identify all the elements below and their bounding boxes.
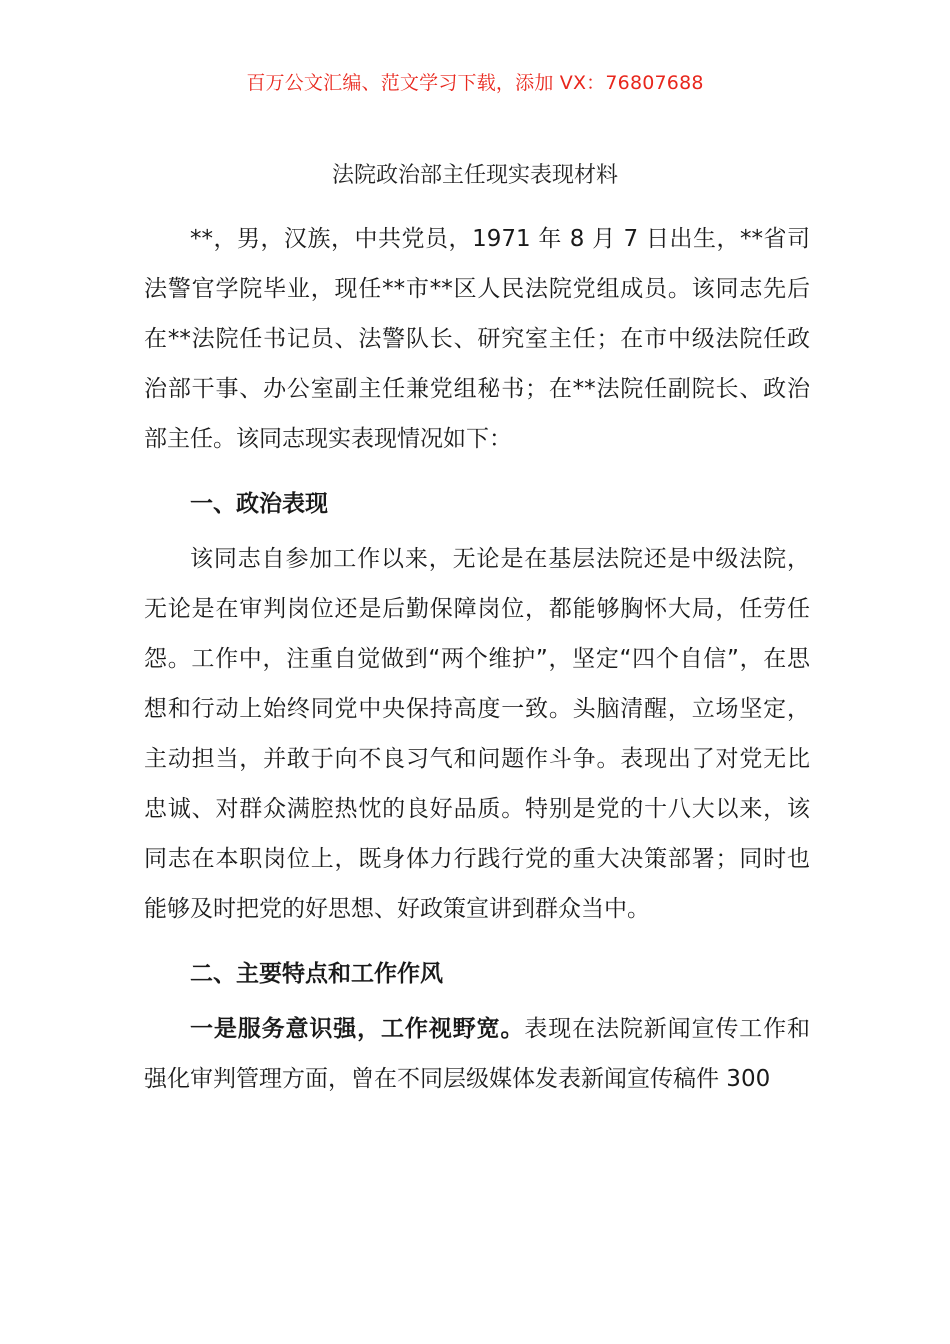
political-paragraph: 该同志自参加工作以来，无论是在基层法院还是中级法院，无论是在审判岗位还是后勤保障岗位，都能够胸怀大局，任劳任怨。工作中，注重自觉做到“两个维护”，坚定“四个自信”，在思想和行动上始终同党中央保持高度一致。头脑清醒，立场坚定，主动担当，并敢于向不良习气和问题作斗争。表现出了对党无比忠诚、对群众满腔热忱的良好品质。特别是党的十八大以来，该同志在本职岗位上，既身体力行践行党的重大决策部署；同时也能够及时把党的好思想、好政策宣讲到群众当中。 bbox=[144, 546, 810, 922]
intro-paragraph: **，男，汉族，中共党员，1971 年 8 月 7 日出生，**省司法警官学院毕业，现任**市**区人民法院党组成员。该同志先后在**法院任书记员、法警队长、研究室主任；在市中级法院任政治部干事、办公室副主任兼党组秘书；在**法院任副院长、政治部主任。该同志现实表现情况如下： bbox=[144, 226, 810, 452]
document-title: 法院政治部主任现实表现材料 bbox=[331, 163, 618, 188]
characteristics-paragraph bbox=[144, 1004, 810, 1104]
document-body bbox=[144, 214, 810, 1104]
section-heading-political: 一、政治表现 bbox=[190, 491, 328, 517]
paragraph-text: 表现在法院新闻宣传工作和强化审判管理方面，曾在不同层级媒体发表新闻宣传稿件 300 bbox=[144, 1016, 811, 1092]
watermark-banner: 百万公文汇编、范文学习下载，添加 VX：76807688 bbox=[246, 72, 704, 94]
section-heading-characteristics: 二、主要特点和工作作风 bbox=[190, 961, 443, 987]
paragraph-lead: 一是服务意识强，工作视野宽。 bbox=[190, 1016, 525, 1042]
